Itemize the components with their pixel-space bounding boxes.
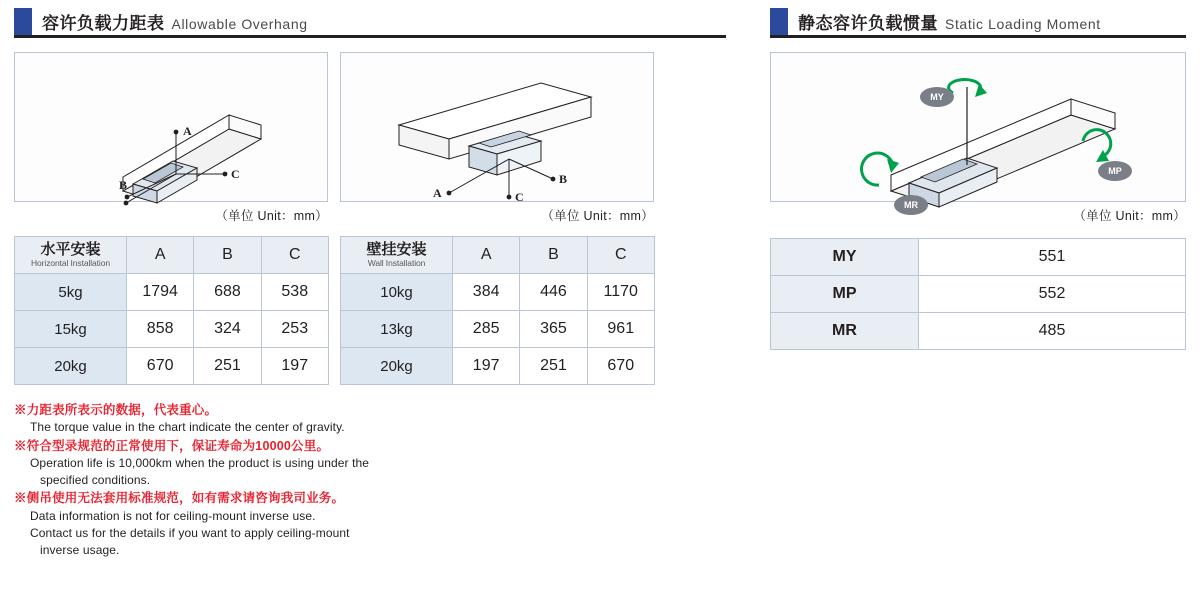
table-row xyxy=(341,348,655,385)
unit-label-wall: （单位 Unit：mm） xyxy=(541,209,654,223)
note-2-cn: ※侧吊使用无法套用标准规范，如有需求请咨询我司业务。 xyxy=(14,491,345,506)
horizontal-col-a: A xyxy=(127,237,194,274)
unit-label-horizontal: （单位 Unit：mm） xyxy=(215,209,328,223)
table-row xyxy=(15,348,329,385)
table-row xyxy=(771,313,1186,350)
note-0-en-0: The torque value in the chart indicate the center of gravity. xyxy=(30,420,345,435)
wall-installation-table xyxy=(340,236,655,385)
horizontal-installation-table xyxy=(14,236,329,385)
horizontal-table-wrap xyxy=(14,236,328,385)
wall-table-wrap xyxy=(340,236,654,385)
table-row xyxy=(15,274,329,311)
wall-row-label-0: 10kg xyxy=(341,274,453,311)
horizontal-mount-diagram xyxy=(14,52,328,202)
svg-text:C: C xyxy=(231,167,240,181)
note-1-en-1: specified conditions. xyxy=(40,473,151,488)
horizontal-diagram-block xyxy=(14,52,328,224)
moment-label-mr: MR xyxy=(771,313,919,350)
note-1-cn: ※符合型录规范的正常使用下，保证寿命为10000公里。 xyxy=(14,438,330,453)
svg-text:MR: MR xyxy=(904,200,918,210)
static-loading-moment-table xyxy=(770,238,1186,350)
wall-col-b: B xyxy=(520,237,587,274)
horizontal-row-label-0: 5kg xyxy=(15,274,127,311)
static-moment-illustration xyxy=(771,53,1185,210)
svg-text:A: A xyxy=(183,124,192,138)
wall-header-cn: 壁挂安装 xyxy=(366,241,427,259)
section-header-moment xyxy=(770,8,1186,38)
static-moment-diagram xyxy=(770,52,1186,210)
horizontal-r0-a: 1794 xyxy=(127,274,194,311)
wall-r1-a: 285 xyxy=(453,311,520,348)
note-2-en-1: Contact us for the details if you want to apply ceiling-mount xyxy=(30,525,350,540)
wall-col-a: A xyxy=(453,237,520,274)
section-title-en: Allowable Overhang xyxy=(171,16,308,32)
moment-value-my: 551 xyxy=(919,239,1186,276)
static-loading-moment-section xyxy=(770,8,1186,350)
svg-text:A: A xyxy=(433,186,442,200)
table-row xyxy=(771,276,1186,313)
wall-row-label-2: 20kg xyxy=(341,348,453,385)
horizontal-r1-c: 253 xyxy=(261,311,328,348)
wall-mount-illustration xyxy=(341,53,655,203)
table-row xyxy=(15,311,329,348)
wall-r0-c: 1170 xyxy=(587,274,654,311)
section-title-cn: 容许负载力距表 xyxy=(42,14,165,33)
wall-r1-c: 961 xyxy=(587,311,654,348)
table-header-row xyxy=(15,237,329,274)
horizontal-r2-c: 197 xyxy=(261,348,328,385)
table-row xyxy=(341,274,655,311)
wall-row-label-1: 13kg xyxy=(341,311,453,348)
section-header-overhang xyxy=(14,8,726,38)
section-title-group xyxy=(798,8,1101,35)
section-title-en: Static Loading Moment xyxy=(945,16,1101,32)
wall-r2-b: 251 xyxy=(520,348,587,385)
horizontal-col-c: C xyxy=(261,237,328,274)
wall-r0-a: 384 xyxy=(453,274,520,311)
wall-col-c: C xyxy=(587,237,654,274)
horizontal-r1-b: 324 xyxy=(194,311,261,348)
horizontal-label-b xyxy=(15,53,329,203)
moment-label-mp: MP xyxy=(771,276,919,313)
wall-mount-diagram xyxy=(340,52,654,202)
wall-r2-a: 197 xyxy=(453,348,520,385)
wall-r0-b: 446 xyxy=(520,274,587,311)
section-title-cn: 静态容许负载惯量 xyxy=(798,14,938,33)
diagram-row xyxy=(14,52,726,224)
wall-header-cell xyxy=(341,237,453,274)
accent-bar xyxy=(770,8,788,35)
unit-label-moment: （单位 Unit：mm） xyxy=(1073,209,1186,223)
note-0-cn: ※力距表所表示的数据，代表重心。 xyxy=(14,403,218,417)
horizontal-r2-a: 670 xyxy=(127,348,194,385)
svg-text:MP: MP xyxy=(1108,166,1122,176)
wall-diagram-block xyxy=(340,52,654,224)
wall-r1-b: 365 xyxy=(520,311,587,348)
moment-diagram-block xyxy=(770,52,1186,224)
accent-bar xyxy=(14,8,32,35)
horizontal-row-label-1: 15kg xyxy=(15,311,127,348)
svg-text:B: B xyxy=(119,178,128,192)
moment-value-mp: 552 xyxy=(919,276,1186,313)
horizontal-r1-a: 858 xyxy=(127,311,194,348)
horizontal-row-label-2: 20kg xyxy=(15,348,127,385)
horizontal-header-cn: 水平安装 xyxy=(40,241,101,259)
note-2-en-2: inverse usage. xyxy=(40,543,120,558)
table-header-row xyxy=(341,237,655,274)
moment-value-mr: 485 xyxy=(919,313,1186,350)
allowable-overhang-section xyxy=(14,8,726,560)
note-1-en-0: Operation life is 10,000km when the product is using under the xyxy=(30,455,370,470)
table-row xyxy=(341,311,655,348)
table-row xyxy=(771,239,1186,276)
horizontal-header-en: Horizontal Installation xyxy=(31,257,110,268)
horizontal-r2-b: 251 xyxy=(194,348,261,385)
notes-block xyxy=(14,401,726,560)
horizontal-header-cell xyxy=(15,237,127,274)
horizontal-col-b: B xyxy=(194,237,261,274)
wall-r2-c: 670 xyxy=(587,348,654,385)
horizontal-r0-c: 538 xyxy=(261,274,328,311)
note-2-en-0: Data information is not for ceiling-mount inverse use. xyxy=(30,508,316,523)
overhang-tables-row xyxy=(14,236,726,385)
svg-text:MY: MY xyxy=(930,92,944,102)
section-title-group xyxy=(42,8,308,35)
horizontal-r0-b: 688 xyxy=(194,274,261,311)
wall-header-en: Wall Installation xyxy=(367,257,426,268)
svg-text:C: C xyxy=(515,190,524,204)
svg-text:B: B xyxy=(559,172,568,186)
moment-label-my: MY xyxy=(771,239,919,276)
